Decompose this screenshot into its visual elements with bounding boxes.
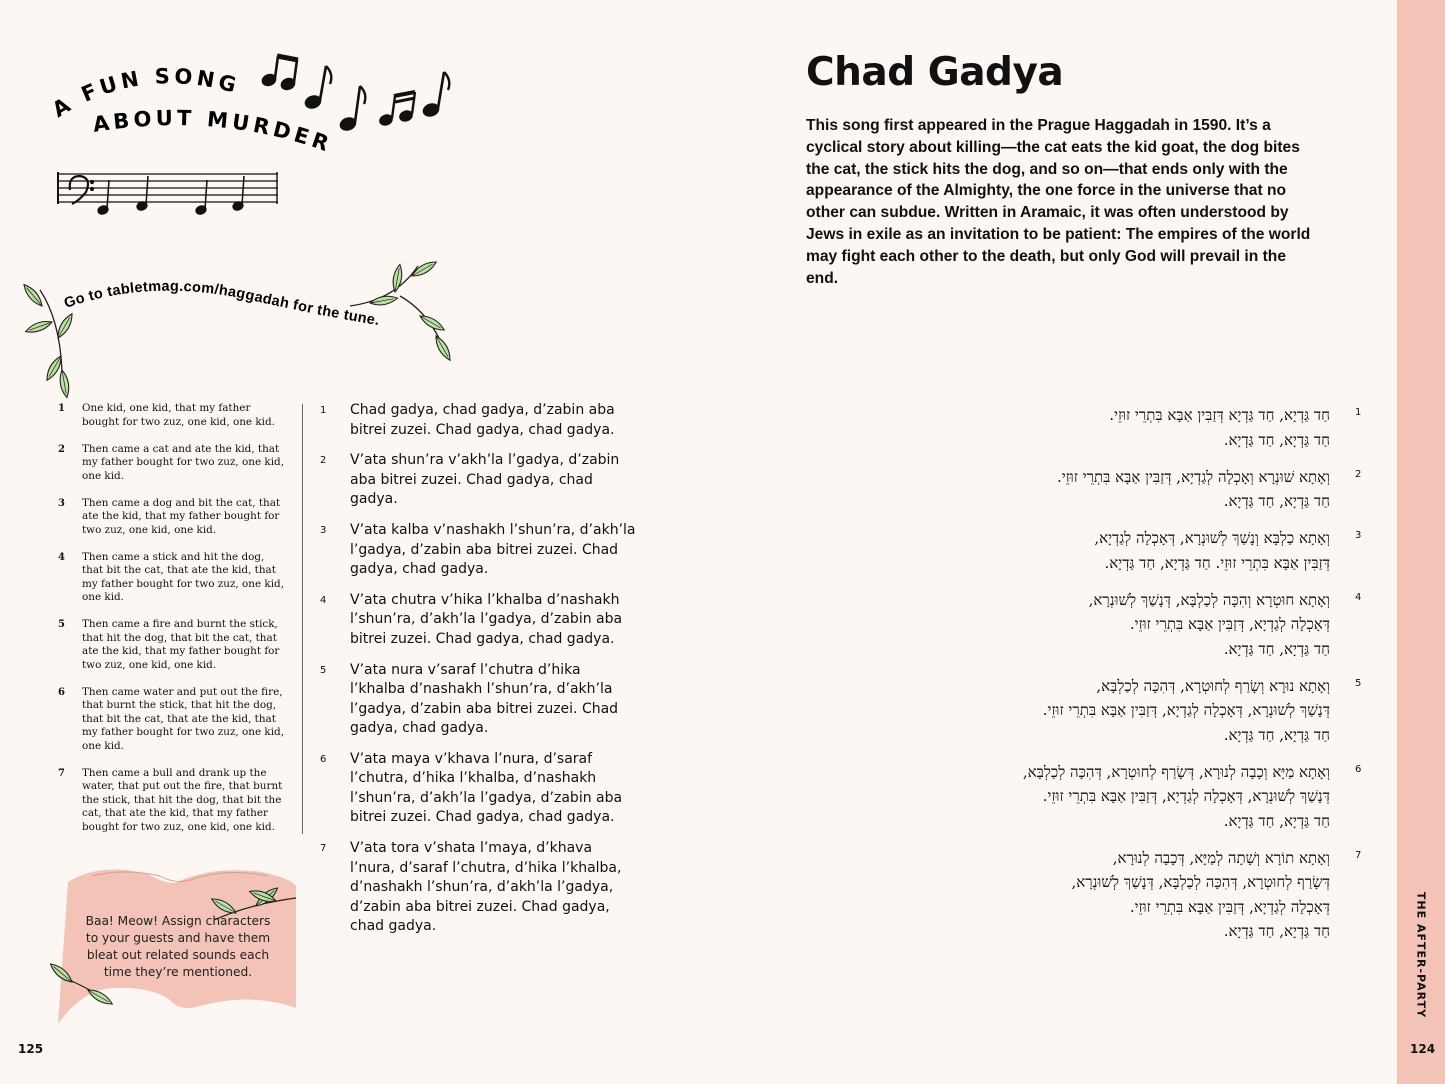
verse-text: Then came a dog and bit the cat, that ate the kid, that my father bought for two zuz, one kid, one kid. bbox=[82, 496, 281, 536]
english-verse bbox=[58, 443, 286, 484]
tune-link-text: Go to tabletmag.com/haggadah for the tune. bbox=[62, 278, 381, 330]
verse-text: Then came a bull and drank up the water, that put out the fire, that burnt the stick, that hit the dog, that bit the cat, that ate the kid, that my father bought for two zuz, one kid, one kid. bbox=[82, 766, 283, 833]
verse-number: 5 bbox=[58, 619, 65, 630]
verse-text: V’ata maya v’khava l’nura, d’saraf l’chutra, d’hika l’khalba, d’nashakh l’shun’ra, d’akh’la l’gadya, d’zabin aba bitrei zuzei. Chad gadya, chad gadya. bbox=[350, 750, 623, 826]
verse-line: דְּזַבִּין אַבָּא בִּתְרֵי זוּזֵי. חַד גַּדְיָא, חַד גַּדְיָא. bbox=[1104, 553, 1330, 572]
verse-line: וְאָתָא תוֹרָא וְשָׁתָה לְמַיָּא, דְּכָבָה לְנוּרָא, bbox=[1112, 848, 1330, 867]
verse-line: וְאָתָא שׁוּנְרָא וְאָכְלָה לְגַדְיָא, דְּזַבִּין אַבָּא בִּתְרֵי זוּזֵי. bbox=[1057, 467, 1330, 486]
verse-number: 5 bbox=[320, 664, 327, 676]
transliteration-verse bbox=[320, 839, 640, 937]
verse-text: V’ata shun’ra v’akh’la l’gadya, d’zabin aba bitrei zuzei. Chad gadya, chad gadya. bbox=[350, 452, 620, 508]
verse-number: 3 bbox=[58, 497, 65, 509]
verse-number: 4 bbox=[320, 594, 327, 606]
banner-line-2: ABOUT MURDER bbox=[91, 105, 336, 158]
verse-line: חַד גַּדְיָא, חַד גַּדְיָא. bbox=[1223, 430, 1330, 449]
verse-line: חַד גַּדְיָא, חַד גַּדְיָא. bbox=[1223, 725, 1330, 744]
verse-number: 3 bbox=[320, 525, 327, 537]
page-number-right: 124 bbox=[1410, 1042, 1436, 1056]
transliteration-verse bbox=[320, 401, 640, 440]
english-verse bbox=[58, 686, 286, 754]
column-divider bbox=[302, 404, 303, 834]
verse-text: V’ata tora v’shata l’maya, d’khava l’nura, d’saraf l’chutra, d’hika l’khalba, d’nashakh l’shun’ra, d’akh’la l’gadya, d’zabin aba bitrei zuzei. Chad gadya, chad gadya. bbox=[350, 840, 622, 935]
section-label: THE AFTER-PARTY bbox=[1414, 891, 1428, 1019]
verse-number: 5 bbox=[1355, 677, 1362, 689]
intro-paragraph: This song first appeared in the Prague Haggadah in 1590. It’s a cyclical story about killing—the cat eats the kid goat, the dog bites the cat, the stick hits the dog, and so on—that ends only with the appearance of the Almighty, the one force in the universe that no other can subdue. Written in Aramaic, it was often understood by Jews in exile as an invitation to be patient: The empires of the world may fight each other to the death, but only God will prevail in the end. bbox=[806, 117, 1311, 287]
verse-line: וְאָתָא כַלְבָּא וְנָשַׁךְ לְשׁוּנְרָא, דְּאָכְלָה לְגַדְיָא, bbox=[1094, 529, 1330, 547]
callout-text: Baa! Meow! Assign characters to your guests and have them bleat out related sounds each time they’re mentioned. bbox=[85, 914, 271, 979]
english-verse bbox=[58, 767, 286, 835]
verse-number: 3 bbox=[1355, 530, 1362, 541]
verse-text: Then came water and put out the fire, that burnt the stick, that hit the dog, that bit the cat, that ate the kid, that my father bought for two zuz, one kid, one kid. bbox=[82, 685, 284, 752]
english-translation-list bbox=[58, 402, 286, 848]
verse-number: 7 bbox=[58, 767, 65, 779]
english-verse bbox=[58, 551, 286, 605]
verse-line: חַד גַּדְיָא, חַד גַּדְיָא. bbox=[1223, 922, 1330, 940]
hebrew-verse bbox=[930, 674, 1370, 748]
music-staff-icon bbox=[58, 172, 278, 215]
verse-number: 6 bbox=[58, 686, 65, 698]
verse-number: 4 bbox=[1355, 591, 1362, 603]
verse-line: דְּנָשַׁךְ לְשׁוּנְרָא, דְּאָכְלָה לְגַדְיָא, דְּזַבִּין אַבָּא בִּתְרֵי זוּזֵי. bbox=[1042, 787, 1330, 805]
hebrew-verse bbox=[930, 846, 1370, 944]
verse-number: 1 bbox=[1355, 407, 1362, 418]
transliteration-verse bbox=[320, 750, 640, 828]
verse-text: V’ata nura v’saraf l’chutra d’hika l’khalba d’nashakh l’shun’ra, d’akh’la l’gadya, d’zabin aba bitrei zuzei. Chad gadya, chad gadya. bbox=[350, 661, 619, 737]
verse-number: 7 bbox=[1355, 849, 1362, 861]
hebrew-verse bbox=[930, 403, 1370, 452]
transliteration-list bbox=[320, 401, 640, 948]
verse-line: חַד גַּדְיָא, חַד גַּדְיָא. bbox=[1223, 492, 1330, 510]
english-verse bbox=[58, 402, 286, 429]
verse-number: 2 bbox=[1355, 468, 1362, 480]
page-title: Chad Gadya bbox=[806, 50, 1064, 95]
verse-line: דְּאָכְלָה לְגַדְיָא, דְּזַבִּין אַבָּא בִּתְרֵי זוּזֵי. bbox=[1129, 615, 1330, 633]
verse-line: וְאָתָא מַיָּא וְכָבָה לְנוּרָא, דְּשָׂרַף לְחוּטְרָא, דְּהִכָּה לְכַלְבָּא, bbox=[1022, 762, 1330, 781]
verse-line: חַד גַּדְיָא, חַד גַּדְיָא דְּזַבִּין אַבָּא בִּתְרֵי זוּזֵי. bbox=[1109, 406, 1330, 424]
verse-line: חַד גַּדְיָא, חַד גַּדְיָא. bbox=[1223, 811, 1330, 830]
verse-text: V’ata kalba v’nashakh l’shun’ra, d’akh’la l’gadya, d’zabin aba bitrei zuzei. Chad gadya, chad gadya. bbox=[350, 522, 636, 578]
verse-line: חַד גַּדְיָא, חַד גַּדְיָא. bbox=[1223, 639, 1330, 658]
english-verse bbox=[58, 618, 286, 672]
verse-number: 7 bbox=[320, 843, 327, 855]
transliteration-verse bbox=[320, 591, 640, 650]
verse-text: V’ata chutra v’hika l’khalba d’nashakh l’shun’ra, d’akh’la l’gadya, d’zabin aba bitrei zuzei. Chad gadya, chad gadya. bbox=[350, 591, 623, 647]
hebrew-verse bbox=[930, 465, 1370, 514]
verse-number: 4 bbox=[58, 551, 65, 563]
verse-line: וְאָתָא נוּרָא וְשָׂרַף לְחוּטְרָא, דְּהִכָּה לְכַלְבָּא, bbox=[1096, 676, 1330, 695]
vine-right-icon bbox=[350, 259, 453, 363]
transliteration-verse bbox=[320, 451, 640, 510]
verse-number: 6 bbox=[320, 753, 327, 765]
verse-text: Then came a stick and hit the dog, that bit the cat, that ate the kid, that my father bought for two zuz, one kid, one kid. bbox=[82, 550, 284, 603]
hebrew-verse-list bbox=[930, 403, 1370, 956]
english-verse bbox=[58, 497, 286, 538]
hebrew-verse bbox=[930, 588, 1370, 662]
page-number-left: 125 bbox=[18, 1042, 44, 1056]
transliteration-verse bbox=[320, 521, 640, 580]
verse-line: דְּשָׂרַף לְחוּטְרָא, דְּהִכָּה לְכַלְבָּא, דְּנָשַׁךְ לְשׁוּנְרָא, bbox=[1071, 873, 1330, 891]
verse-line: וְאָתָא חוּטְרָא וְהִכָּה לְכַלְבָּא, דְּנָשַׁךְ לְשׁוּנְרָא, bbox=[1088, 590, 1330, 609]
verse-text: Chad gadya, chad gadya, d’zabin aba bitrei zuzei. Chad gadya, chad gadya. bbox=[350, 402, 615, 438]
verse-line: דְּנָשַׁךְ לְשׁוּנְרָא, דְּאָכְלָה לְגַדְיָא, דְּזַבִּין אַבָּא בִּתְרֵי זוּזֵי. bbox=[1042, 701, 1330, 719]
verse-number: 1 bbox=[58, 403, 65, 414]
verse-number: 1 bbox=[320, 405, 327, 416]
verse-number: 2 bbox=[320, 455, 327, 467]
hebrew-verse bbox=[930, 526, 1370, 575]
verse-line: דְּאָכְלָה לְגַדְיָא, דְּזַבִּין אַבָּא בִּתְרֵי זוּזֵי. bbox=[1129, 897, 1330, 916]
verse-text: Then came a fire and burnt the stick, that hit the dog, that bit the cat, that ate the kid, that my father bought for two zuz, one kid, one kid. bbox=[82, 618, 280, 671]
verse-number: 2 bbox=[58, 443, 65, 455]
verse-text: Then came a cat and ate the kid, that my father bought for two zuz, one kid, one kid. bbox=[82, 442, 284, 482]
hebrew-verse bbox=[930, 760, 1370, 834]
verse-text: One kid, one kid, that my father bought for two zuz, one kid, one kid. bbox=[82, 402, 275, 428]
banner-line-1: A FUN SONG bbox=[48, 64, 243, 123]
verse-number: 6 bbox=[1355, 763, 1362, 775]
transliteration-verse bbox=[320, 661, 640, 739]
